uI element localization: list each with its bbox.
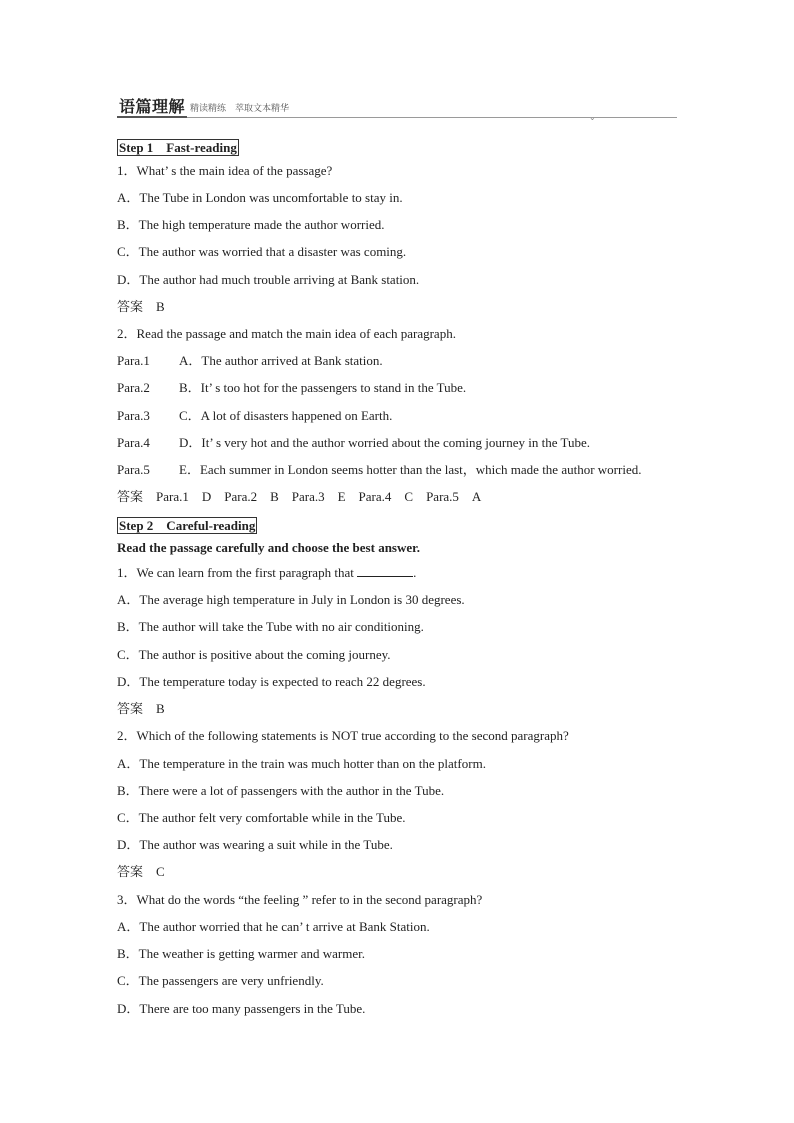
step2-q3-option-c: C．The passengers are very unfriendly. bbox=[117, 973, 324, 988]
step2-q3-stem: 3．What do the words “the feeling ” refer to in the second paragraph? bbox=[117, 892, 483, 907]
step2-q1-option-c: C．The author is positive about the coming journey. bbox=[117, 647, 391, 662]
match-idea: D．It’ s very hot and the author worried about the coming journey in the Tube. bbox=[179, 435, 590, 450]
step2-q2-answer: 答案 C bbox=[117, 864, 165, 879]
step2-q1-option-d: D．The temperature today is expected to reach 22 degrees. bbox=[117, 674, 426, 689]
step2-q1-option-a: A．The average high temperature in July in London is 30 degrees. bbox=[117, 592, 465, 607]
answer-blank bbox=[357, 565, 413, 577]
header-rule-accent bbox=[117, 116, 187, 118]
match-row bbox=[117, 462, 641, 478]
step1-q1-answer: 答案 B bbox=[117, 299, 165, 314]
step2-q1-stem-text: 1．We can learn from the first paragraph that bbox=[117, 565, 358, 580]
match-row bbox=[117, 353, 383, 369]
match-idea: E．Each summer in London seems hotter than the last，which made the author worried. bbox=[179, 462, 642, 477]
step1-q2-answer: 答案 Para.1 D Para.2 B Para.3 E Para.4 C Para.5 A bbox=[117, 489, 482, 504]
header-notch-icon: ⌄ bbox=[589, 113, 596, 122]
step1-q1-option-c: C．The author was worried that a disaster was coming. bbox=[117, 244, 407, 259]
step1-q1-option-a: A．The Tube in London was uncomfortable to stay in. bbox=[117, 190, 403, 205]
step2-q1-option-b: B．The author will take the Tube with no air conditioning. bbox=[117, 619, 424, 634]
match-para: Para.5 bbox=[117, 462, 150, 477]
step2-q2-option-a: A．The temperature in the train was much hotter than on the platform. bbox=[117, 756, 486, 771]
match-para: Para.3 bbox=[117, 408, 150, 423]
step1-q1-option-d: D．The author had much trouble arriving at Bank station. bbox=[117, 272, 420, 287]
step2-instruction: Read the passage carefully and choose the best answer. bbox=[117, 540, 420, 555]
match-row bbox=[117, 435, 590, 451]
match-row bbox=[117, 408, 392, 424]
match-row bbox=[117, 380, 466, 396]
step2-q3-option-a: A．The author worried that he can’ t arrive at Bank Station. bbox=[117, 919, 430, 934]
step1-q1-stem: 1．What’ s the main idea of the passage? bbox=[117, 163, 333, 178]
match-idea: B．It’ s too hot for the passengers to stand in the Tube. bbox=[179, 380, 467, 395]
section-title: 语篇理解 bbox=[119, 97, 186, 116]
section-subtitle: 精读精练 萃取文本精华 bbox=[190, 104, 290, 114]
step2-q2-option-b: B．There were a lot of passengers with the author in the Tube. bbox=[117, 783, 445, 798]
step1-label: Step 1 Fast-reading bbox=[119, 140, 237, 155]
step1-q2-stem: 2．Read the passage and match the main idea of each paragraph. bbox=[117, 326, 456, 341]
step1-q1-option-b: B．The high temperature made the author worried. bbox=[117, 217, 385, 232]
step2-q1-stem bbox=[117, 565, 416, 581]
step2-q1-answer: 答案 B bbox=[117, 701, 165, 716]
step2-q2-option-d: D．The author was wearing a suit while in the Tube. bbox=[117, 837, 393, 852]
match-para: Para.1 bbox=[117, 353, 150, 368]
step2-q3-option-b: B．The weather is getting warmer and warmer. bbox=[117, 946, 365, 961]
match-para: Para.2 bbox=[117, 380, 150, 395]
section-header bbox=[117, 94, 677, 120]
step2-q1-stem-end: . bbox=[413, 565, 417, 580]
step2-q2-stem: 2．Which of the following statements is NOT true according to the second paragraph? bbox=[117, 728, 569, 743]
match-idea: C．A lot of disasters happened on Earth. bbox=[179, 408, 393, 423]
step2-label: Step 2 Careful-reading bbox=[119, 518, 256, 533]
match-para: Para.4 bbox=[117, 435, 150, 450]
step2-q3-option-d: D．There are too many passengers in the Tube. bbox=[117, 1001, 366, 1016]
step2-q2-option-c: C．The author felt very comfortable while in the Tube. bbox=[117, 810, 406, 825]
match-idea: A．The author arrived at Bank station. bbox=[179, 353, 383, 368]
